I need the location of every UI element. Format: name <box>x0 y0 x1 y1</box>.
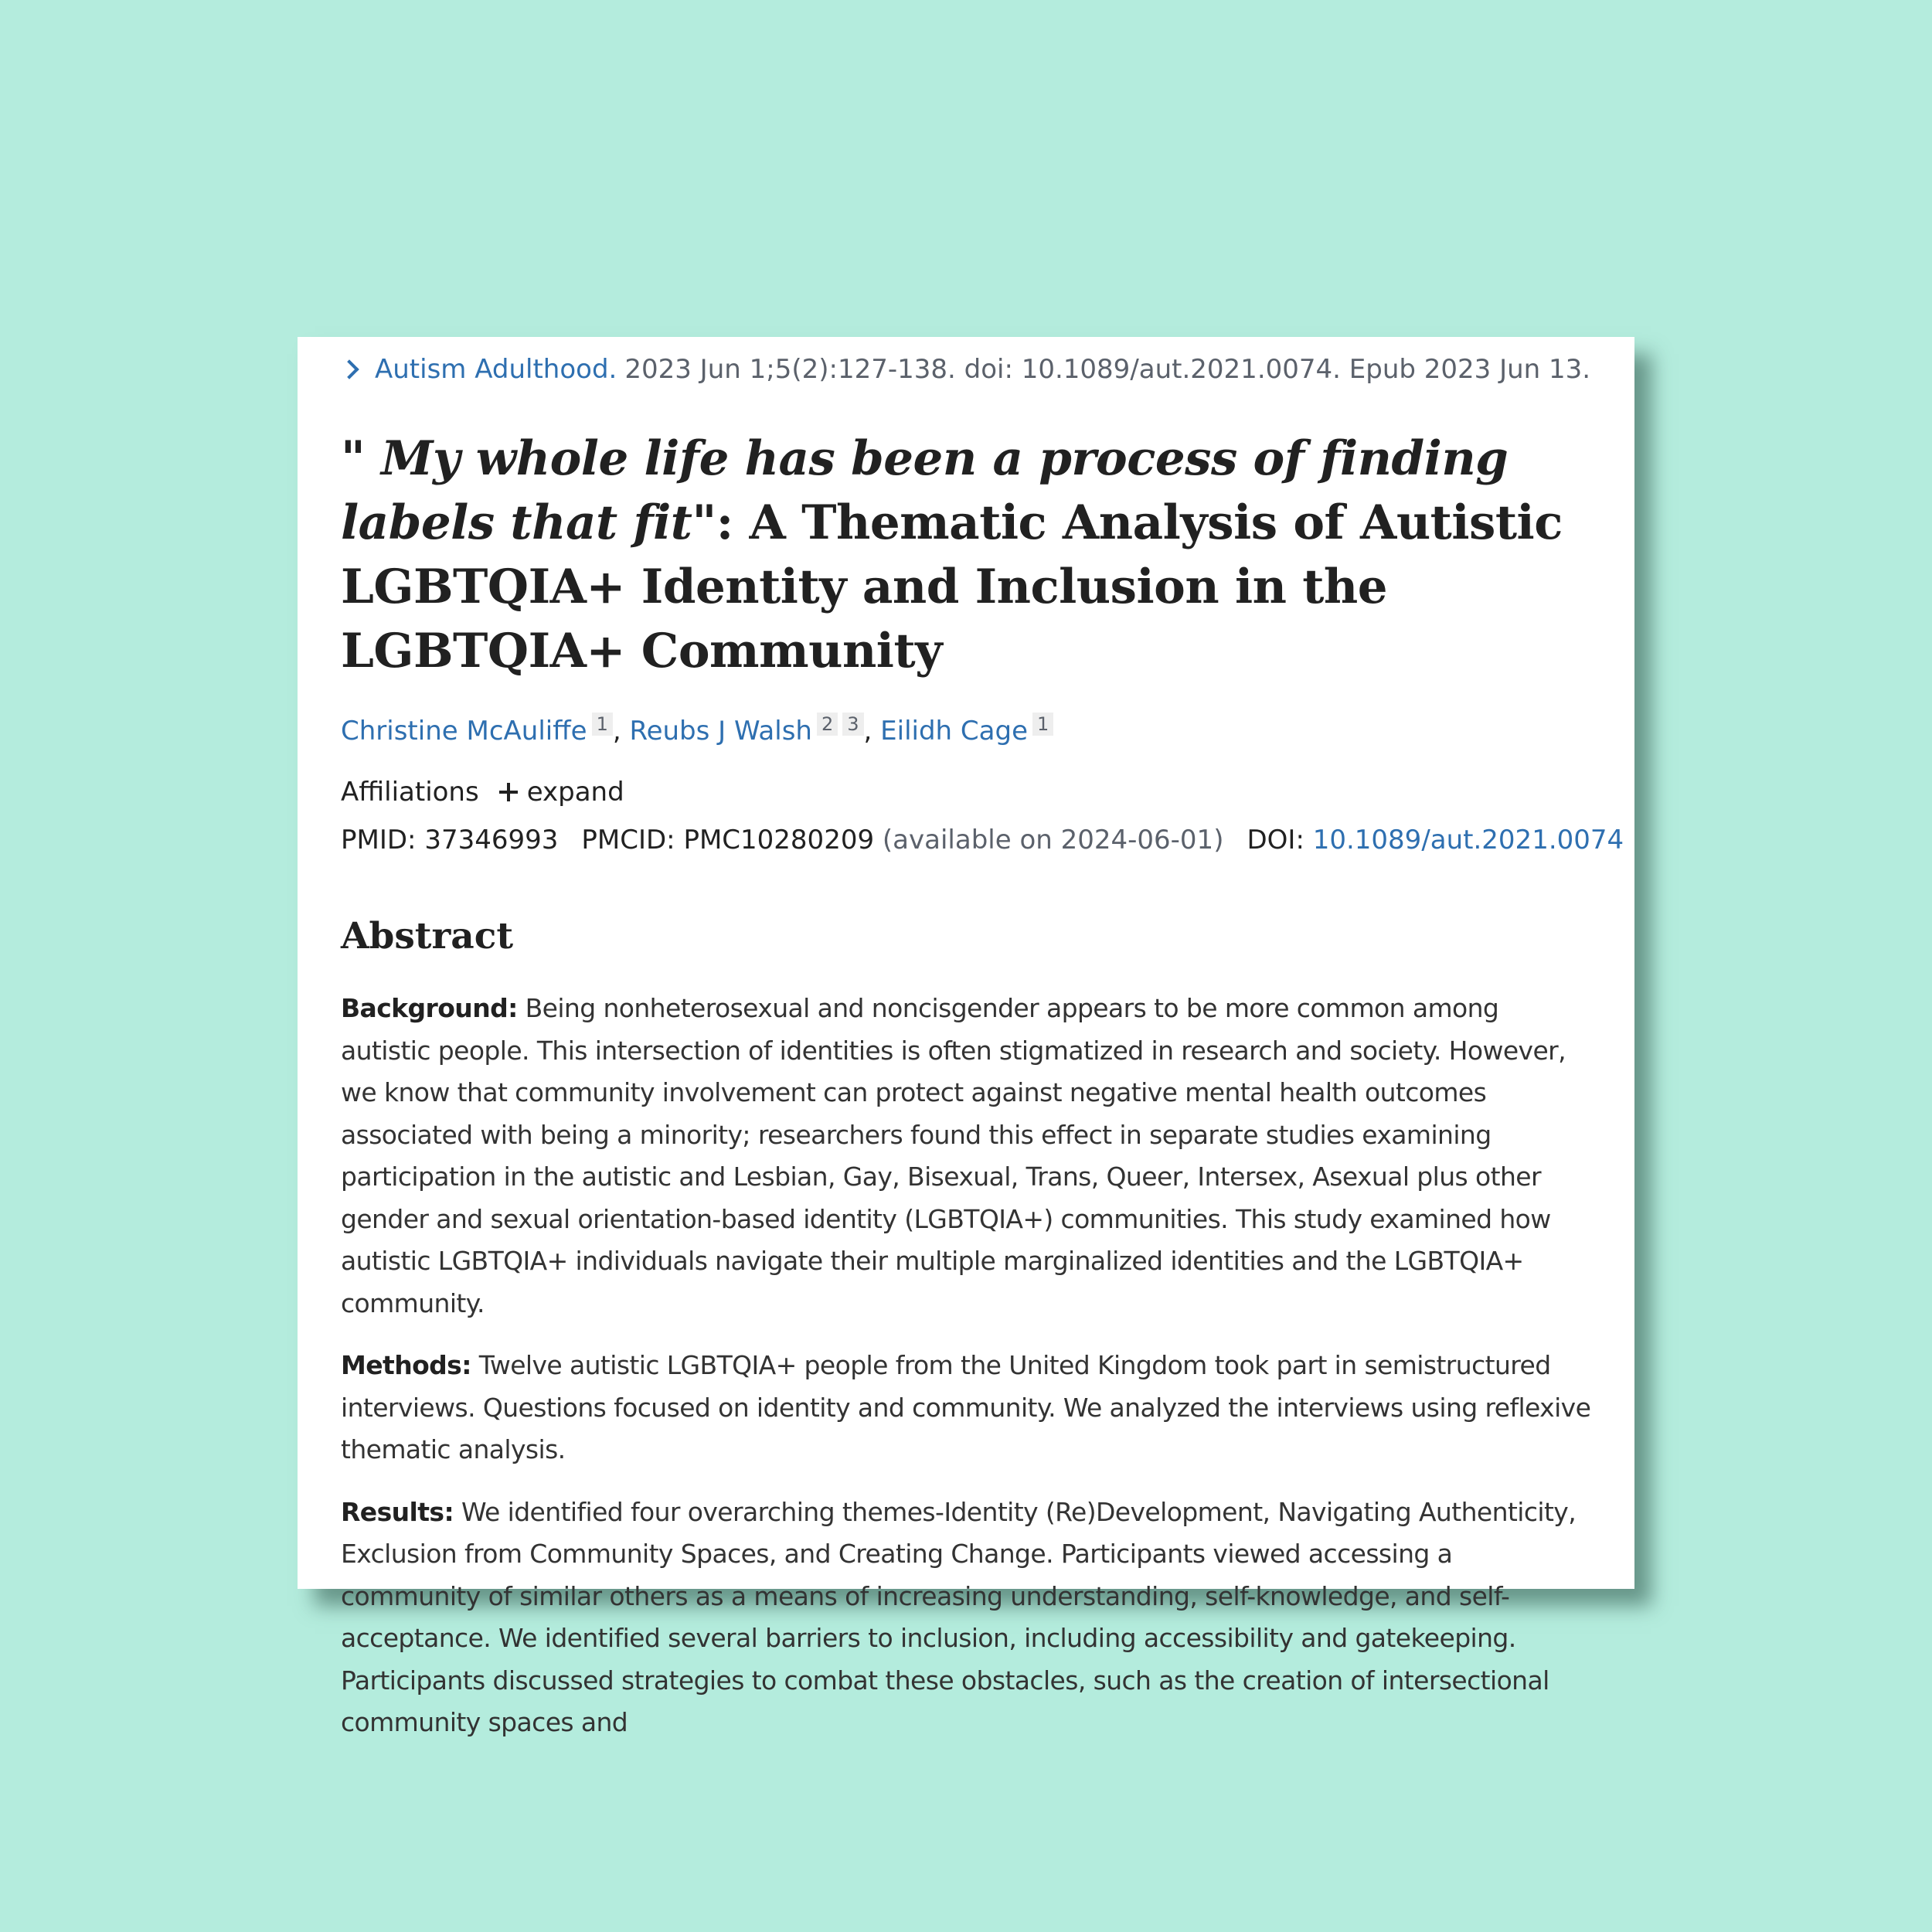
section-label: Results: <box>341 1496 454 1527</box>
abstract-methods <box>341 1345 1591 1471</box>
pmcid-label: PMCID: <box>581 825 675 855</box>
journal-link[interactable]: Autism Adulthood. <box>375 354 617 385</box>
doi-label: DOI: <box>1247 825 1304 855</box>
affiliation-ref[interactable]: 1 <box>592 713 613 736</box>
title-quote-open: " <box>341 431 382 486</box>
article-title <box>341 427 1591 683</box>
section-text: Twelve autistic LGBTQIA+ people from the United Kingdom took part in semistructured interviews. Questions focused on identity and community. We analyzed the interviews using reflexive thematic analysis. <box>341 1350 1591 1464</box>
pmcid-value: PMC10280209 <box>683 825 875 855</box>
pmid-value: 37346993 <box>424 825 559 855</box>
article-card <box>298 337 1634 1737</box>
author-link[interactable]: Christine McAuliffe <box>341 716 587 747</box>
citation-line <box>341 345 1591 394</box>
affiliation-ref[interactable]: 3 <box>842 713 863 736</box>
citation-details: 2023 Jun 1;5(2):127-138. doi: 10.1089/aut.2021.0074. Epub 2023 Jun 13. <box>624 354 1591 385</box>
pmid-label: PMID: <box>341 825 417 855</box>
author-link[interactable]: Reubs J Walsh <box>629 716 812 747</box>
abstract-background <box>341 988 1591 1325</box>
section-text: We identified four overarching themes-Identity (Re)Development, Navigating Authenticity, Exclusion from Community Spaces, and Creating Change. Participants viewed accessing a community of similar others as a means of increasing understanding, self-knowledge, and self-acceptance. We identified several barriers to inclusion, including accessibility and gatekeeping. Participants discussed strategies to combat these obstacles, such as the creation of intersectional community spaces and <box>341 1496 1577 1737</box>
expand-button[interactable]: expand <box>526 777 624 808</box>
title-quote-close: " <box>692 495 716 550</box>
section-label: Background: <box>341 993 518 1023</box>
affiliation-ref[interactable]: 2 <box>817 713 838 736</box>
identifiers-row <box>341 821 1624 859</box>
affiliation-ref[interactable]: 1 <box>1032 713 1053 736</box>
title-italic-part: My whole life has been a process of finding labels that fit <box>341 431 1509 550</box>
abstract-results <box>341 1492 1591 1744</box>
author-list: Christine McAuliffe 1 , Reubs J Walsh 2 3 , Eilidh Cage 1 <box>341 711 1591 751</box>
pmcid-note: (available on 2024-06-01) <box>882 825 1224 855</box>
abstract-heading: Abstract <box>341 915 514 957</box>
section-text: Being nonheterosexual and noncisgender appears to be more common among autistic people. This intersection of identities is often stigmatized in research and society. However, we know that community involvement can protect against negative mental health outcomes associated with being a minority; researchers found this effect in separate studies examining participation in the autistic and Lesbian, Gay, Bisexual, Trans, Queer, Intersex, Asexual plus other gender and sexual orientation-based identity (LGBTQIA+) communities. This study examined how autistic LGBTQIA+ individuals navigate their multiple marginalized identities and the LGBTQIA+ community. <box>341 993 1566 1318</box>
affiliations-row <box>341 773 1591 811</box>
section-label: Methods: <box>341 1350 471 1380</box>
doi-link[interactable]: 10.1089/aut.2021.0074 <box>1312 825 1624 855</box>
affiliations-label: Affiliations <box>341 777 479 808</box>
chevron-right-icon[interactable] <box>339 359 359 379</box>
author-link[interactable]: Eilidh Cage <box>880 716 1028 747</box>
plus-icon[interactable] <box>499 783 518 801</box>
title-rest: : A Thematic Analysis of Autistic LGBTQIA+ Identity and Inclusion in the LGBTQIA+ Community <box>341 495 1563 679</box>
